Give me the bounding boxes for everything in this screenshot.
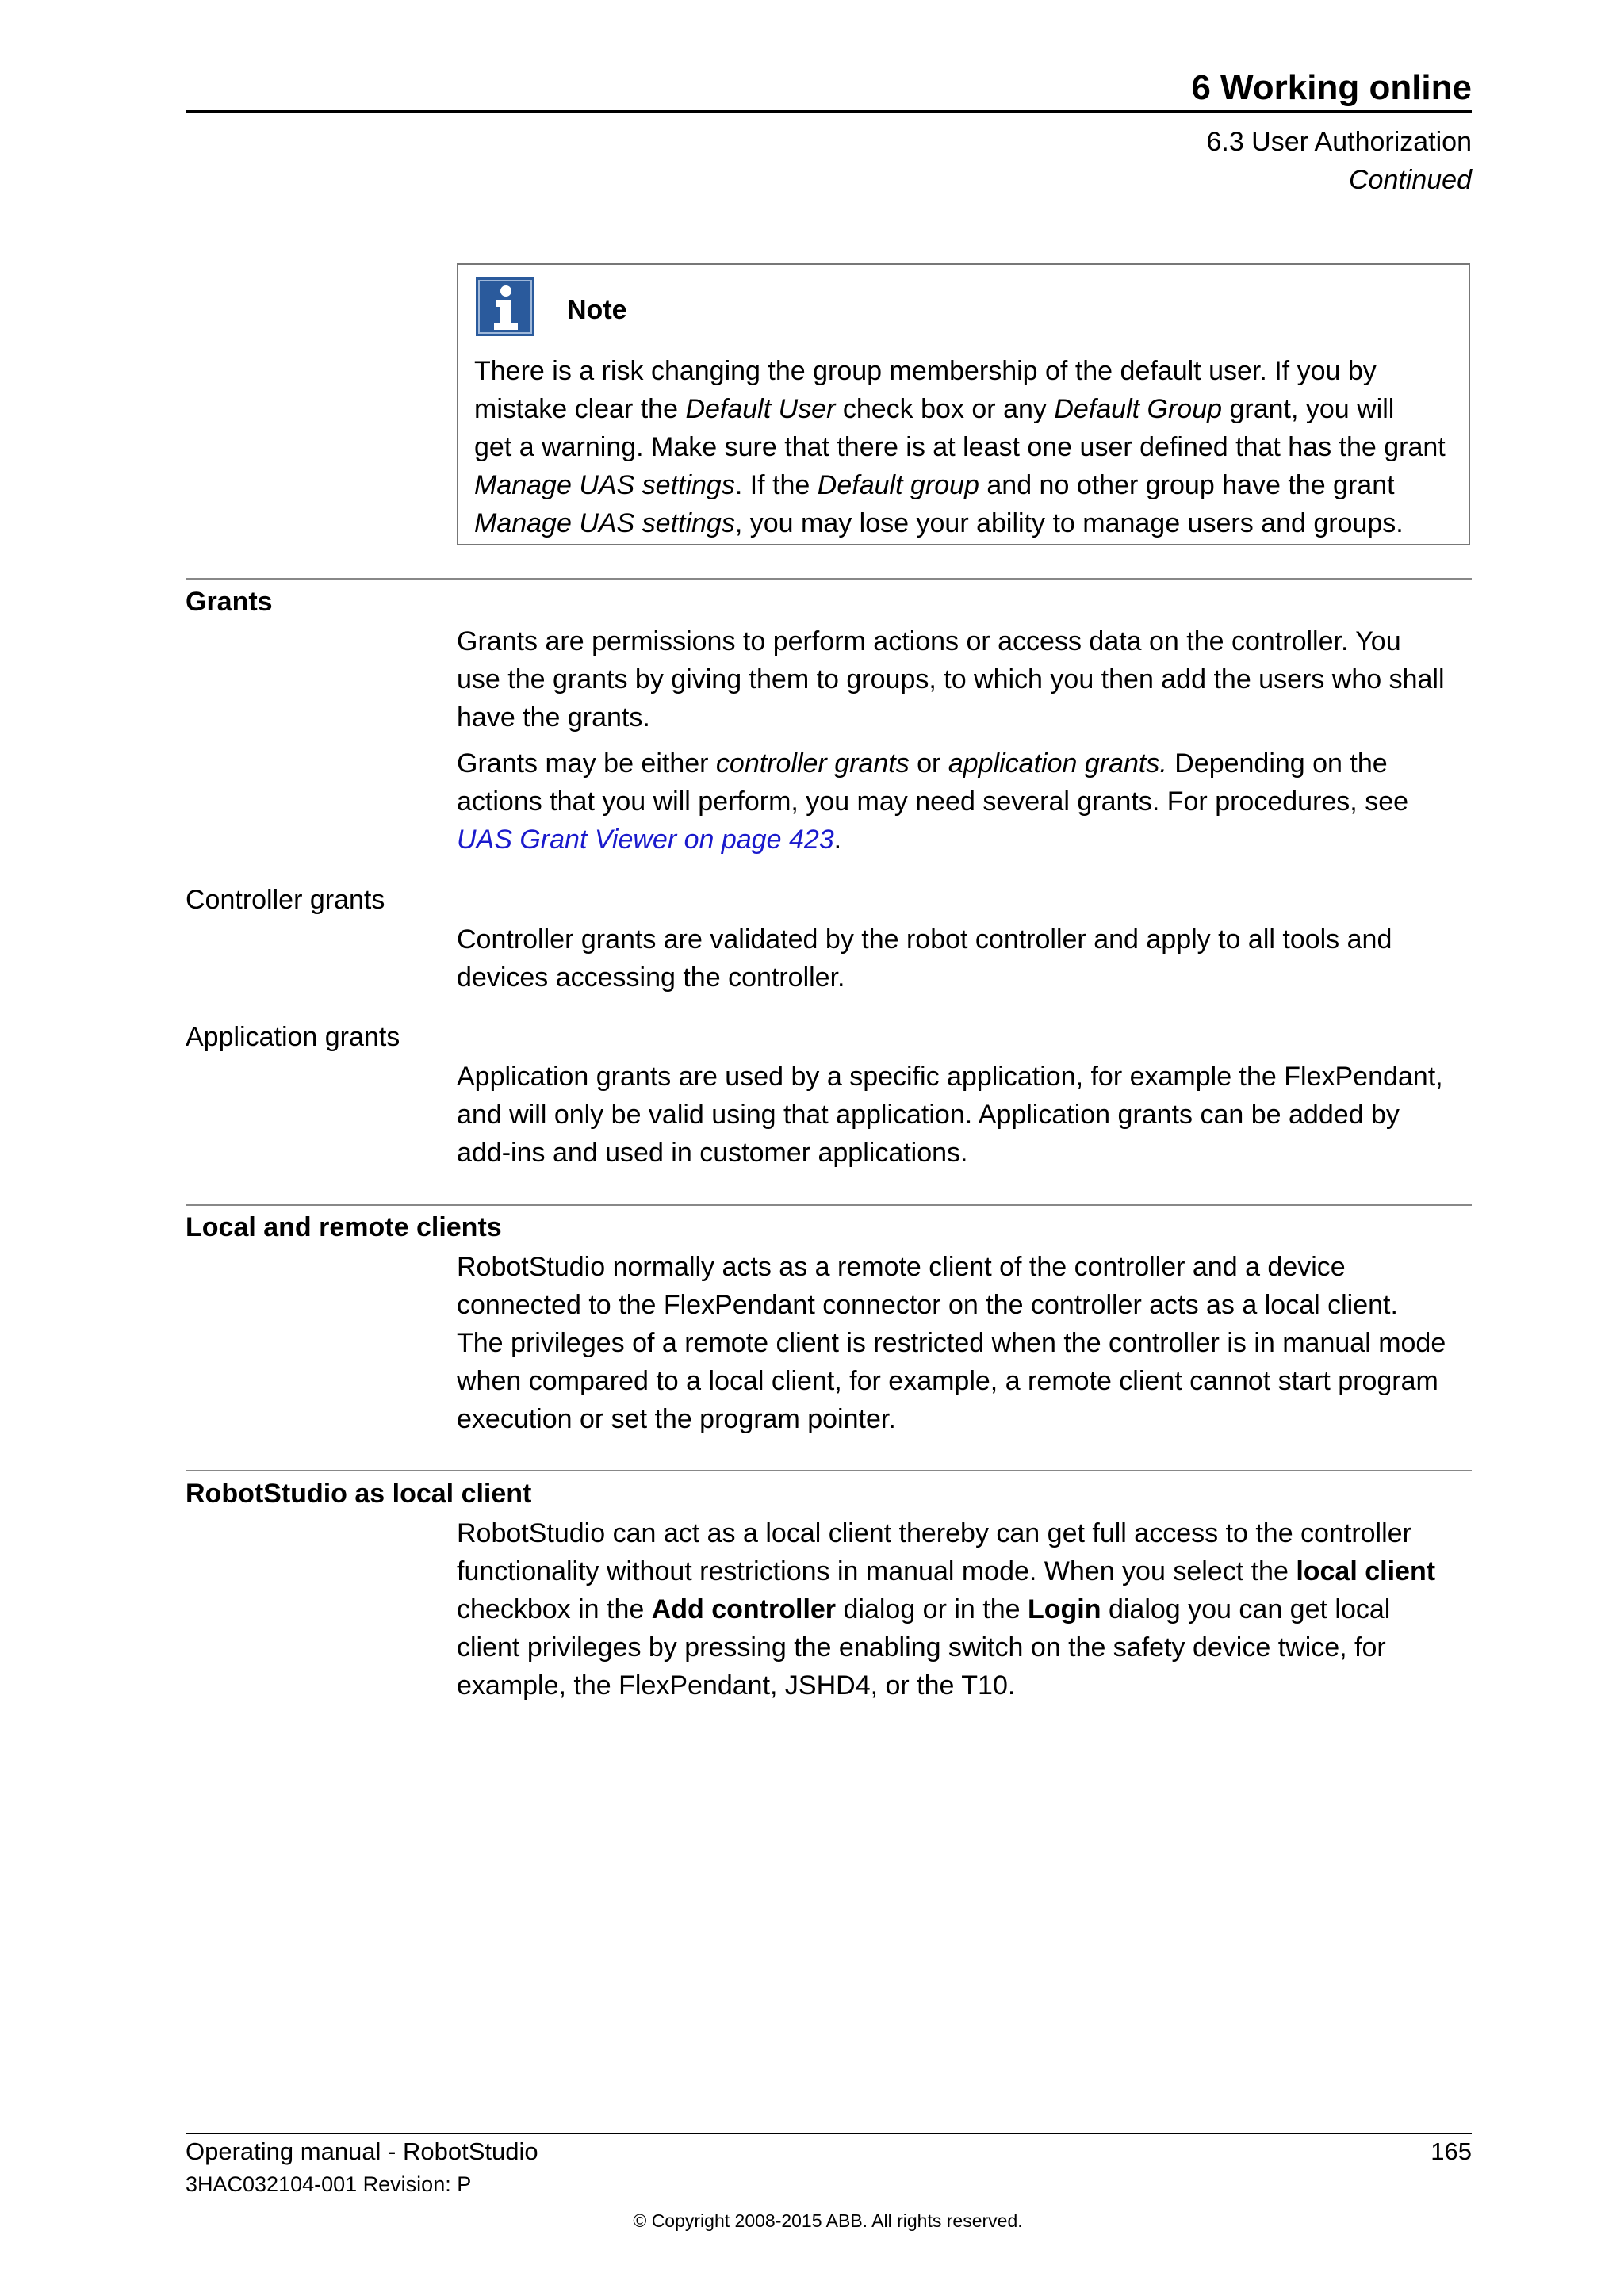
- note-line: mistake clear the Default User check box or any Default Group grant, you will: [474, 394, 1395, 424]
- robotstudio-local-text: RobotStudio can act as a local client thereby can get full access to the controller functionality without restrictions in manual mode. When you select the local client checkbox in the Add controller dialog or in the Login dialog you can get local client privileges by pressing the enabling switch on the safety device twice, for example, the FlexPendant, JSHD4, or the T10.: [457, 1518, 1436, 1701]
- info-icon: [476, 277, 534, 336]
- manual-title: Operating manual - RobotStudio: [186, 2137, 538, 2165]
- controller-grants-heading: Controller grants: [186, 885, 385, 915]
- application-grants-heading: Application grants: [186, 1022, 400, 1052]
- local-remote-text: RobotStudio normally acts as a remote client of the controller and a device connected to the FlexPendant connector on the controller acts as a local client. The privileges of a remote client is restricted when the controller is in manual mode when compared to a local client, for example, a remote client cannot start program execution or set the program pointer.: [457, 1252, 1446, 1434]
- controller-grants-text: Controller grants are validated by the robot controller and apply to all tools and devices accessing the controller.: [457, 924, 1392, 993]
- robotstudio-local-heading: RobotStudio as local client: [186, 1479, 532, 1509]
- section-rule: [186, 1470, 1472, 1471]
- note-body: [474, 352, 1462, 542]
- note-line: There is a risk changing the group membership of the default user. If you by: [474, 356, 1377, 386]
- note-title: Note: [567, 295, 627, 325]
- section-rule: [186, 1204, 1472, 1206]
- footer-rule: [186, 2133, 1472, 2134]
- document-id: 3HAC032104-001 Revision: P: [186, 2172, 472, 2196]
- note-line: Manage UAS settings, you may lose your ability to manage users and groups.: [474, 508, 1404, 538]
- continued-label: Continued: [1348, 165, 1472, 195]
- chapter-title: 6 Working online: [1191, 68, 1472, 107]
- application-grants-text: Application grants are used by a specific application, for example the FlexPendant, and will only be valid using that application. Application grants can be added by add-ins and used in customer applications.: [457, 1062, 1443, 1168]
- grants-paragraph-2: Grants may be either controller grants or application grants. Depending on the actions that you will perform, you may need several grants. For procedures, see UAS Grant Viewer on page 423.: [457, 748, 1409, 855]
- grants-paragraph-1: Grants are permissions to perform actions or access data on the controller. You use the grants by giving them to groups, to which you then add the users who shall have the grants.: [457, 626, 1445, 733]
- note-box: [457, 263, 1470, 545]
- copyright: © Copyright 2008-2015 ABB. All rights reserved.: [633, 2210, 1023, 2231]
- page-number: 165: [1431, 2137, 1472, 2165]
- grants-heading: Grants: [186, 587, 273, 617]
- uas-grant-viewer-link[interactable]: UAS Grant Viewer on page 423: [457, 825, 834, 855]
- header-rule: [186, 110, 1472, 113]
- local-remote-heading: Local and remote clients: [186, 1212, 502, 1242]
- note-line: get a warning. Make sure that there is at least one user defined that has the grant: [474, 432, 1446, 462]
- section-rule: [186, 578, 1472, 580]
- section-title: 6.3 User Authorization: [1206, 127, 1472, 157]
- note-line: Manage UAS settings. If the Default group and no other group have the grant: [474, 470, 1395, 500]
